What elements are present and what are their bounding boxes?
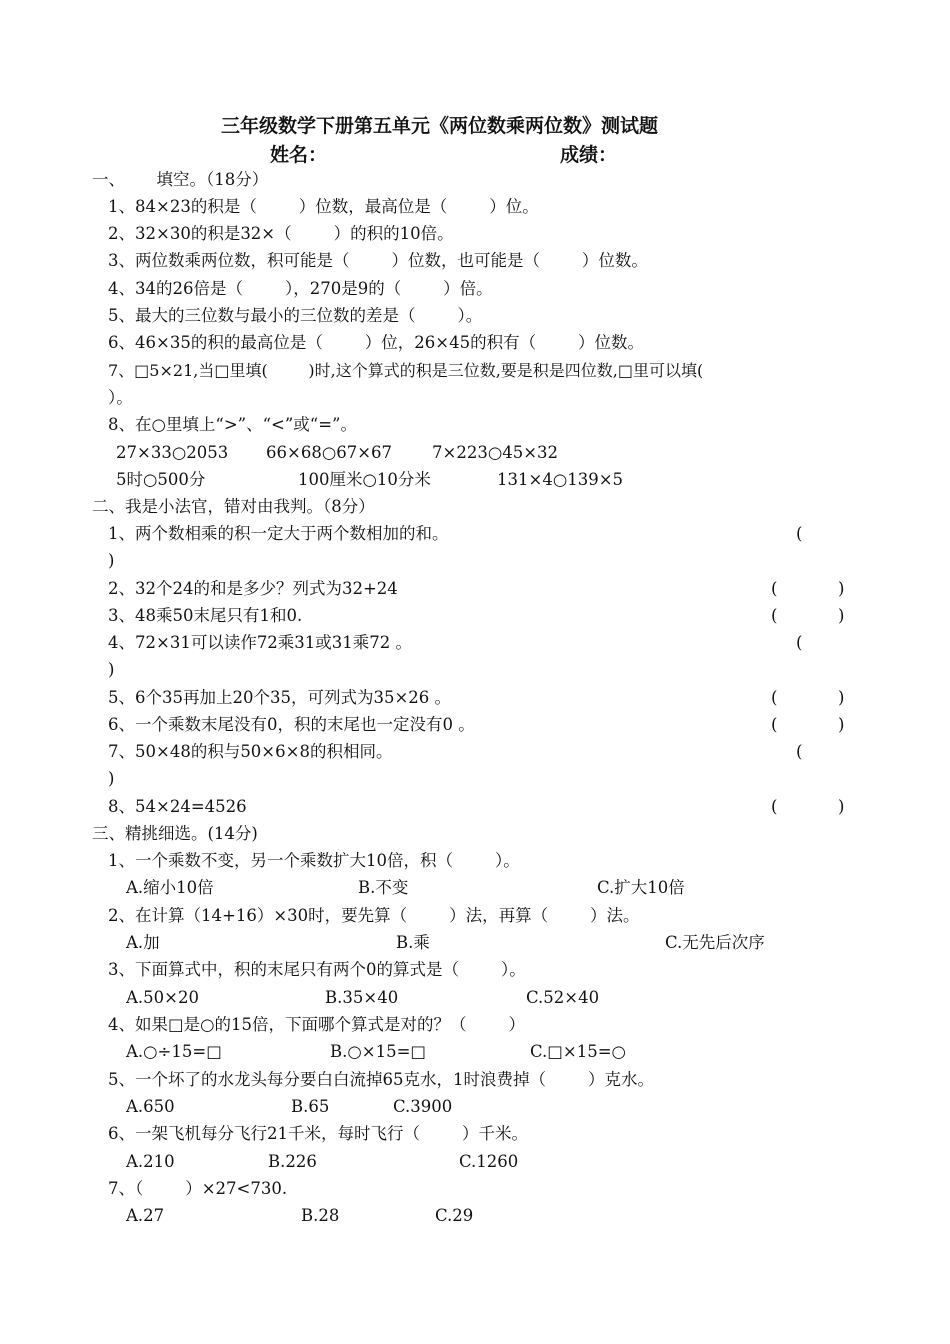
answer-close-paren: ) <box>838 688 845 707</box>
page-title: 三年级数学下册第五单元《两位数乘两位数》测试题 <box>221 115 659 137</box>
judge-item: 7、50×48的积与50×6×8的积相同。 <box>108 742 393 761</box>
judge-item: 5、6个35再加上20个35，可列式为35×26 。 <box>108 688 452 707</box>
choice-option-c: C.扩大10倍 <box>597 878 685 897</box>
s1-question-1: 1、84×23的积是（ ）位数，最高位是（ ）位。 <box>108 197 539 216</box>
s1-question-7-continued: ）。 <box>108 388 133 407</box>
choice-option-a: A.27 <box>126 1206 165 1225</box>
choice-question: 5、一个坏了的水龙头每分要白白流掉65克水，1时浪费掉（ ）克水。 <box>108 1070 654 1089</box>
choice-option-b: B.65 <box>291 1097 330 1116</box>
choice-question: 4、如果□是○的15倍，下面哪个算式是对的？（ ） <box>108 1015 525 1034</box>
answer-open-paren: ( <box>771 606 778 625</box>
choice-question: 7、（ ）×27<730. <box>108 1179 288 1198</box>
choice-question: 2、在计算（14+16）×30时，要先算（ ）法，再算（ ）法。 <box>108 906 640 925</box>
compare-item: 66×68○67×67 <box>266 443 393 462</box>
judge-item: 1、两个数相乘的积一定大于两个数相加的和。 <box>108 524 449 543</box>
choice-option-b: B.○×15=□ <box>330 1042 427 1061</box>
s1-question-2: 2、32×30的积是32×（ ）的积的10倍。 <box>108 224 454 243</box>
judge-item: 4、72×31可以读作72乘31或31乘72 。 <box>108 633 413 652</box>
section2-heading: 二、我是小法官，错对由我判。（8分） <box>92 497 375 516</box>
answer-close-paren: ) <box>838 606 845 625</box>
score-label: 成绩： <box>560 144 618 166</box>
choice-question: 1、一个乘数不变，另一个乘数扩大10倍，积（ ）。 <box>108 851 520 870</box>
answer-open-paren: ( <box>796 633 803 652</box>
judge-item: 6、一个乘数末尾没有0，积的末尾也一定没有0 。 <box>108 715 475 734</box>
choice-question: 3、下面算式中，积的末尾只有两个0的算式是（ ）。 <box>108 960 526 979</box>
answer-close-paren: ) <box>108 769 115 788</box>
choice-option-a: A.210 <box>126 1152 175 1171</box>
answer-close-paren: ) <box>108 660 115 679</box>
choice-question: 6、一架飞机每分飞行21千米，每时飞行（ ）千米。 <box>108 1124 528 1143</box>
s1-question-4: 4、34的26倍是（ ），270是9的（ ）倍。 <box>108 279 493 298</box>
choice-option-b: B.226 <box>268 1152 317 1171</box>
choice-option-a: A.加 <box>126 933 160 952</box>
answer-open-paren: ( <box>771 715 778 734</box>
answer-close-paren: ) <box>838 579 845 598</box>
choice-option-c: C.□×15=○ <box>530 1042 626 1061</box>
answer-close-paren: ) <box>838 715 845 734</box>
answer-close-paren: ) <box>838 797 845 816</box>
choice-option-c: C.3900 <box>393 1097 453 1116</box>
s1-question-3: 3、两位数乘两位数，积可能是（ ）位数，也可能是（ ）位数。 <box>108 251 648 270</box>
s1-question-6: 6、46×35的积的最高位是（ ）位，26×45的积有（ ）位数。 <box>108 333 645 352</box>
choice-option-a: A.650 <box>126 1097 175 1116</box>
name-label: 姓名： <box>270 144 328 166</box>
judge-item: 2、32个24的和是多少？列式为32+24 <box>108 579 398 598</box>
compare-item: 7×223○45×32 <box>432 443 559 462</box>
s1-question-8: 8、在○里填上“>”、“<”或“=”。 <box>108 415 357 434</box>
choice-option-b: B.35×40 <box>325 988 399 1007</box>
judge-item: 3、48乘50末尾只有1和0. <box>108 606 303 625</box>
choice-option-c: C.无先后次序 <box>665 933 765 952</box>
compare-item: 131×4○139×5 <box>497 470 624 489</box>
choice-option-a: A.缩小10倍 <box>126 878 214 897</box>
choice-option-a: A.○÷15=□ <box>126 1042 222 1061</box>
choice-option-b: B.不变 <box>358 878 409 897</box>
choice-option-c: C.29 <box>435 1206 474 1225</box>
s1-question-5: 5、最大的三位数与最小的三位数的差是（ ）。 <box>108 306 483 325</box>
answer-open-paren: ( <box>796 524 803 543</box>
choice-option-c: C.52×40 <box>526 988 600 1007</box>
choice-option-c: C.1260 <box>459 1152 519 1171</box>
answer-open-paren: ( <box>771 579 778 598</box>
answer-close-paren: ) <box>108 551 115 570</box>
answer-open-paren: ( <box>771 688 778 707</box>
compare-item: 100厘米○10分米 <box>298 470 431 489</box>
section3-heading: 三、精挑细选。(14分) <box>92 824 258 843</box>
compare-item: 27×33○2053 <box>116 443 229 462</box>
s1-question-7: 7、□5×21,当□里填( )时,这个算式的积是三位数,要是积是四位数,□里可以填( <box>108 361 704 380</box>
choice-option-b: B.28 <box>301 1206 340 1225</box>
judge-item: 8、54×24=4526 <box>108 797 247 816</box>
answer-open-paren: ( <box>796 742 803 761</box>
compare-item: 5时○500分 <box>116 470 206 489</box>
choice-option-b: B.乘 <box>396 933 430 952</box>
answer-open-paren: ( <box>771 797 778 816</box>
choice-option-a: A.50×20 <box>126 988 199 1007</box>
section1-heading: 一、 填空。（18分） <box>92 170 269 189</box>
